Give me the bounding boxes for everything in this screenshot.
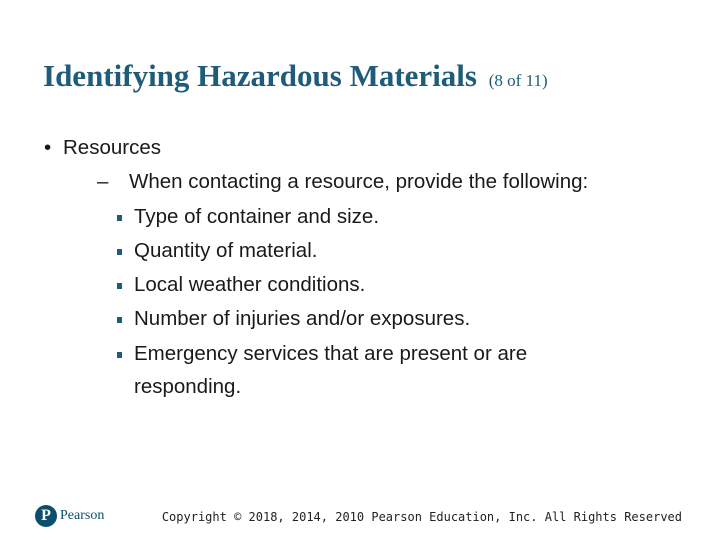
- level3-item-3: Local weather conditions.: [134, 273, 366, 296]
- level3-item-5-continuation: responding.: [134, 375, 242, 398]
- pearson-logo: [35, 505, 104, 527]
- level3-item-4: Number of injuries and/or exposures.: [134, 307, 471, 330]
- pearson-logo-text: Pearson: [60, 508, 105, 523]
- slide-title-counter: (8 of 11): [488, 71, 548, 90]
- level2-text: When contacting a resource, provide the following:: [129, 170, 589, 193]
- level1-text: Resources: [63, 136, 161, 159]
- level3-bullet-3: [117, 283, 122, 289]
- level3-bullet-2: [117, 249, 122, 255]
- copyright-notice: Copyright © 2018, 2014, 2010 Pearson Education, Inc. All Rights Reserved: [161, 510, 682, 524]
- slide-title-text: Identifying Hazardous Materials: [43, 58, 477, 93]
- level1-bullet: •: [44, 136, 52, 159]
- level3-item-2: Quantity of material.: [134, 239, 318, 262]
- level2-marker: –: [97, 170, 109, 193]
- level3-bullet-4: [117, 317, 122, 323]
- pearson-logo-icon: P: [35, 505, 57, 527]
- level3-bullet-5: [117, 352, 122, 358]
- level3-item-5: Emergency services that are present or are: [134, 342, 528, 365]
- level3-item-1: Type of container and size.: [134, 205, 380, 228]
- slide-title: [43, 58, 548, 94]
- level3-bullet-1: [117, 215, 122, 221]
